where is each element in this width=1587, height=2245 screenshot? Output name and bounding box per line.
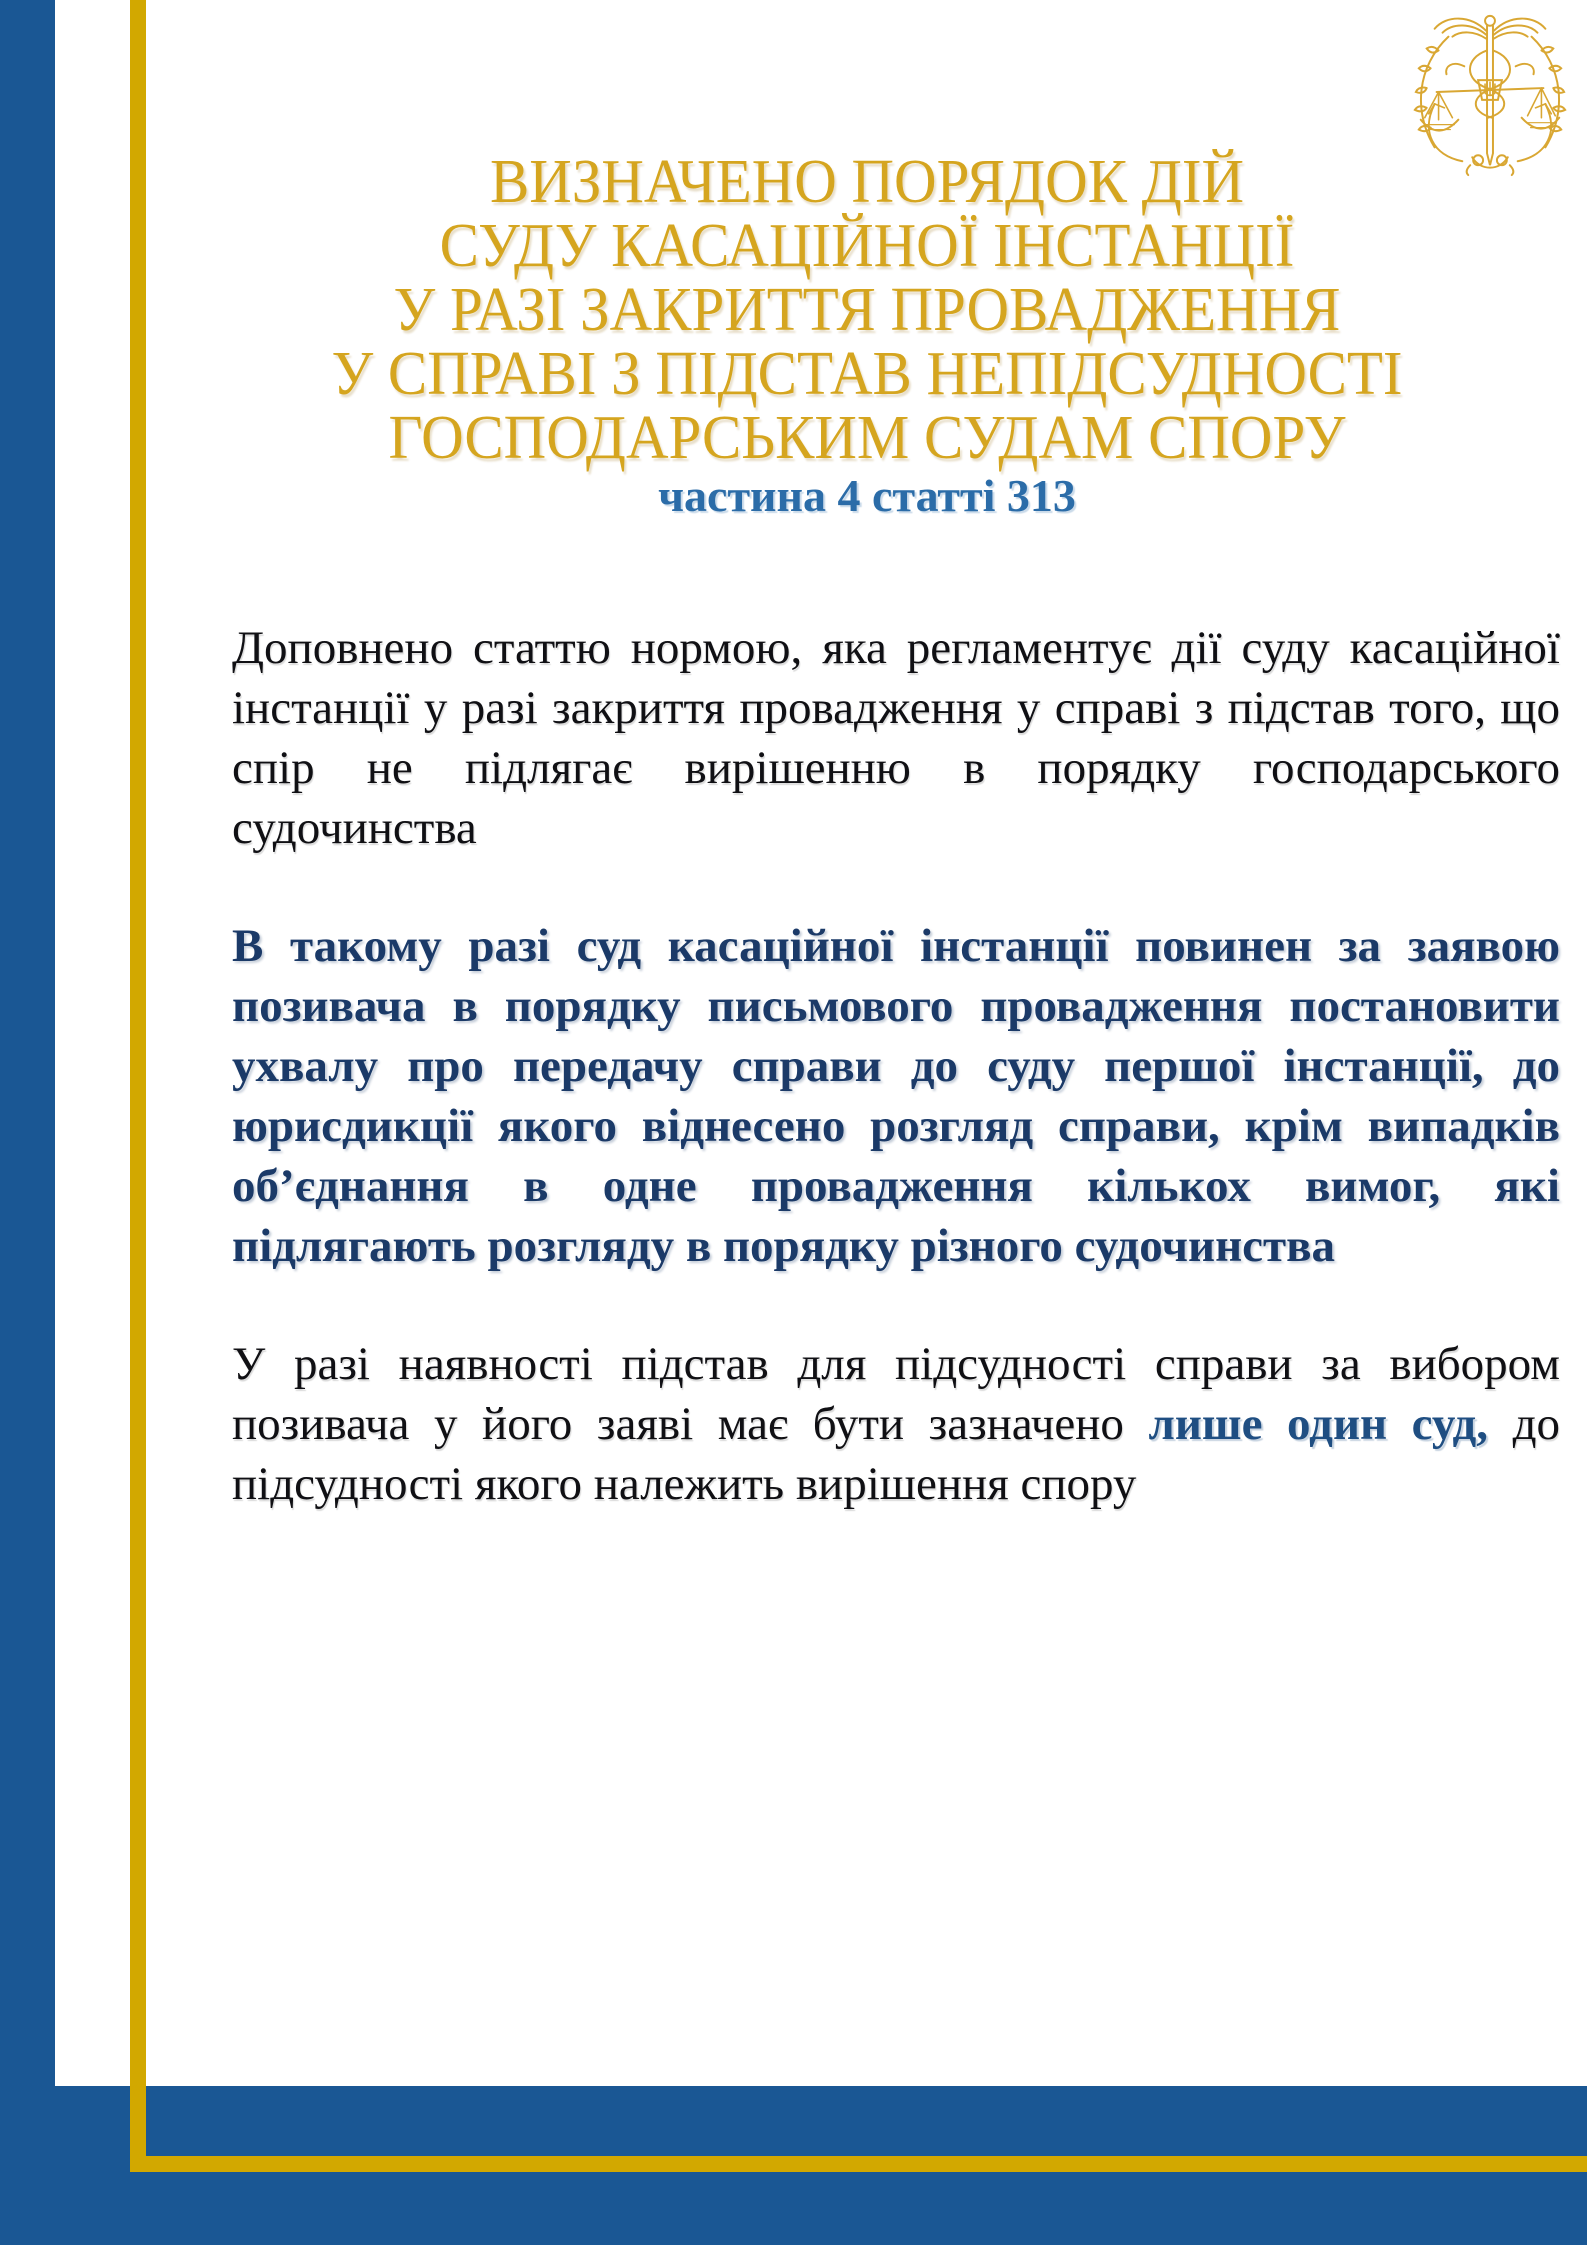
note-text-post: до підсудності якого належить вирішення спору <box>232 1398 1560 1510</box>
note-paragraph <box>232 1334 1560 1514</box>
gold-horizontal-line <box>130 2156 1587 2172</box>
note-text-pre: У разі наявності підстав для підсудності справи за вибором позивача у його заяві має бути зазначено <box>232 1338 1560 1450</box>
intro-paragraph: Доповнено статтю нормою, яка регламентує дії суду касаційної інстанції у разі закриття провадження у справі з підстав того, що спір не підлягає вирішенню в порядку господарського судочинства <box>232 622 1560 854</box>
title-line: ВИЗНАЧЕНО ПОРЯДОК ДІЙ <box>490 148 1244 216</box>
title-line: СУДУ КАСАЦІЙНОЇ ІНСТАНЦІЇ <box>439 212 1295 280</box>
title-line: ГОСПОДАРСЬКИМ СУДАМ СПОРУ <box>388 404 1346 472</box>
note-highlight-text: лише один суд, <box>1148 1398 1488 1450</box>
title-line: У РАЗІ ЗАКРИТТЯ ПРОВАДЖЕННЯ <box>393 276 1341 344</box>
gold-vertical-line <box>130 0 146 2172</box>
left-blue-sidebar-bar <box>0 0 55 2245</box>
page-title <box>183 150 1551 470</box>
body-content <box>232 618 1560 1572</box>
article-reference-subtitle: частина 4 статті 313 <box>658 470 1076 521</box>
title-line: У СПРАВІ З ПІДСТАВ НЕПІДСУДНОСТІ <box>331 340 1403 408</box>
ruling-paragraph: В такому разі суд касаційної інстанції повинен за заявою позивача в порядку письмового провадження постановити ухвалу про передачу справи до суду першої інстанції, до юрисдикції якого віднесено розгляд справи, крім випадків об’єднання в одне провадження кількох вимог, які підлягають розгляду в порядку різного судочинства <box>232 920 1560 1272</box>
